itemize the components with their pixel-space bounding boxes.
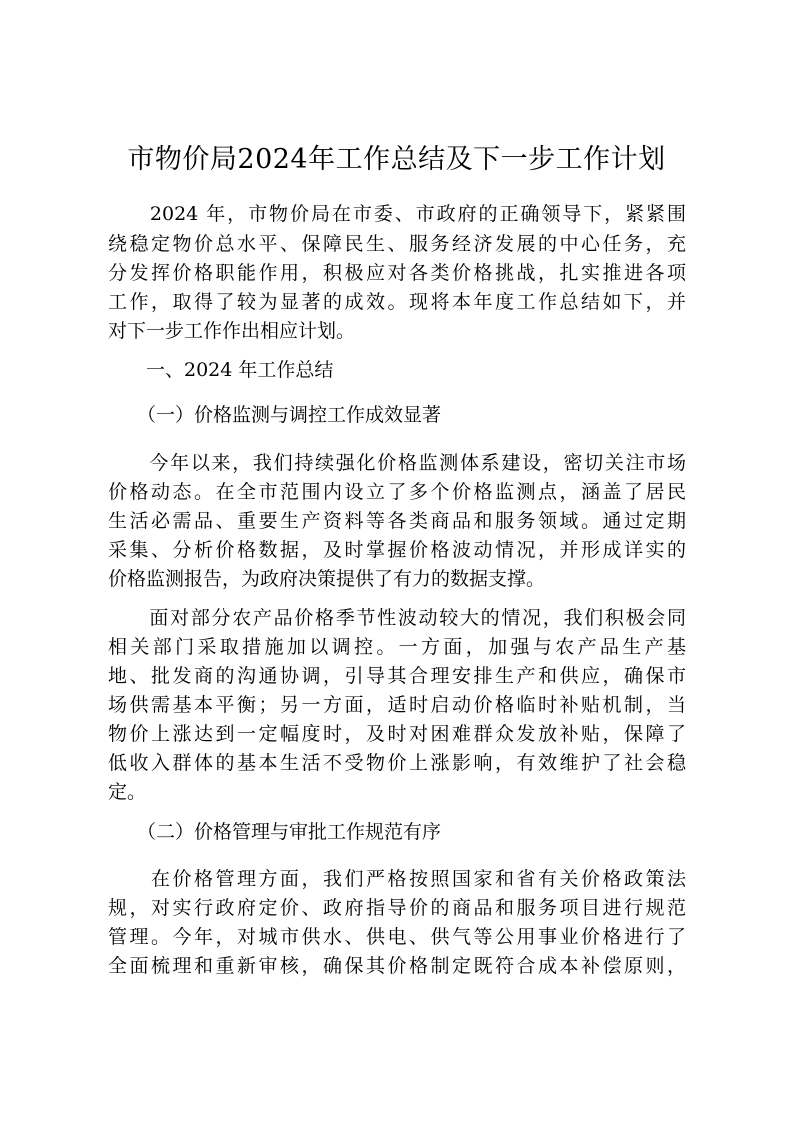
paragraph-line: 今年以来，我们持续强化价格监测体系建设，密切关注市场 [108,452,686,474]
paragraph-line: 在价格管理方面，我们严格按照国家和省有关价格政策法 [108,868,686,890]
paragraph-line: 规，对实行政府定价、政府指导价的商品和服务项目进行规范 [108,897,686,919]
paragraph-line: 生活必需品、重要生产资料等各类商品和服务领域。通过定期 [108,510,686,532]
intro-line: 工作，取得了较为显著的成效。现将本年度工作总结如下，并 [108,291,686,313]
paragraph-line: 价格监测报告，为政府决策提供了有力的数据支撑。 [108,568,546,590]
intro-line: 分发挥价格职能作用，积极应对各类价格挑战，扎实推进各项 [108,262,686,284]
paragraph-line: 面对部分农产品价格季节性波动较大的情况，我们积极会同 [108,607,686,629]
subsection-heading: （一）价格监测与调控工作成效显著 [137,404,442,426]
intro-line: 对下一步工作作出相应计划。 [108,320,356,342]
paragraph-line: 全面梳理和重新审核，确保其价格制定既符合成本补偿原则， [108,955,686,977]
intro-line: 绕稳定物价总水平、保障民生、服务经济发展的中心任务，充 [108,233,686,255]
paragraph-line: 价格动态。在全市范围内设立了多个价格监测点，涵盖了居民 [108,481,686,503]
paragraph-line: 场供需基本平衡；另一方面，适时启动价格临时补贴机制，当 [108,694,686,716]
paragraph-line: 采集、分析价格数据，及时掌握价格波动情况，并形成详实的 [108,539,686,561]
paragraph-line: 定。 [108,781,147,803]
paragraph-line: 物价上涨达到一定幅度时，及时对困难群众发放补贴，保障了 [108,723,686,745]
subsection-heading: （二）价格管理与审批工作规范有序 [137,821,442,843]
document-title: 市物价局2024年工作总结及下一步工作计划 [127,144,666,175]
section-heading: 一、2024 年工作总结 [146,359,334,381]
paragraph-line: 低收入群体的基本生活不受物价上涨影响，有效维护了社会稳 [108,752,686,774]
intro-line: 2024 年，市物价局在市委、市政府的正确领导下，紧紧围 [108,203,686,225]
paragraph-line: 管理。今年，对城市供水、供电、供气等公用事业价格进行了 [108,926,686,948]
paragraph-line: 相关部门采取措施加以调控。一方面，加强与农产品生产基 [108,636,686,658]
paragraph-line: 地、批发商的沟通协调，引导其合理安排生产和供应，确保市 [108,665,686,687]
